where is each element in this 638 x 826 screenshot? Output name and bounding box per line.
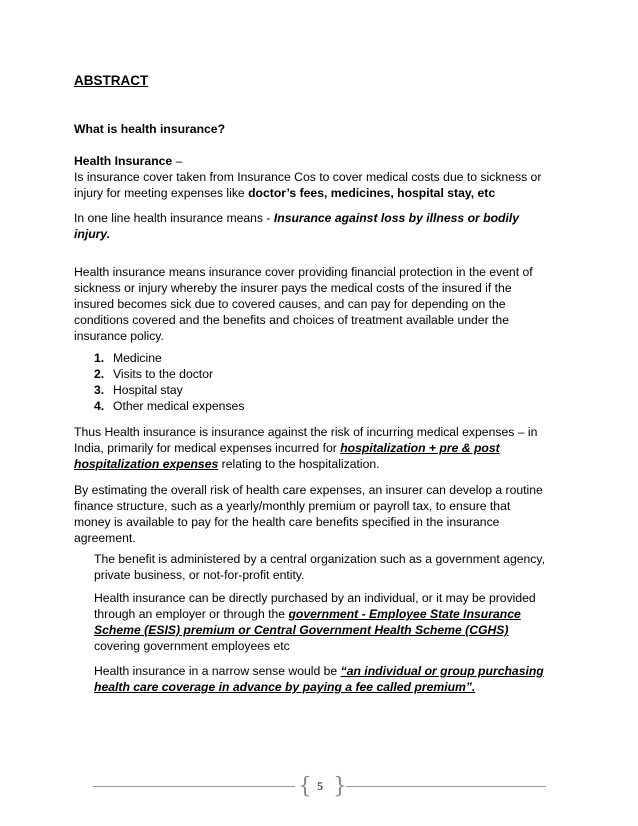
footer-rule-right: [346, 786, 546, 787]
para1-line-3: insured becomes sick due to covered causes, and can pay for depending on the: [74, 297, 506, 311]
para4-line-2: private business, or not-for-profit entity.: [94, 568, 305, 582]
definition-term: Health Insurance: [74, 154, 173, 168]
list-text: Other medical expenses: [113, 399, 245, 413]
para1-line-1: Health insurance means insurance cover providing financial protection in the event of: [74, 265, 533, 279]
list-item: [94, 398, 244, 414]
definition-dash: –: [172, 154, 183, 168]
para3-line-3: money is available to pay for the health care benefits specified in the insurance: [74, 515, 500, 529]
para2-line-2: [74, 440, 500, 456]
para5-line-3: Scheme (ESIS) premium or Central Government Health Scheme (CGHS): [94, 623, 509, 637]
para5-line-4: covering government employees etc: [94, 639, 290, 653]
list-number: 3.: [94, 383, 105, 397]
hospitalization-emphasis: hospitalization + pre & post: [340, 441, 500, 455]
page-title: ABSTRACT: [74, 73, 149, 88]
definition-line-1: Is insurance cover taken from Insurance Cos to cover medical costs due to sickness or: [74, 170, 542, 184]
para2-line-1: Thus Health insurance is insurance against the risk of incurring medical expenses – in: [74, 425, 538, 439]
definition-line-2-text: injury for meeting expenses like: [74, 186, 249, 200]
right-brace-icon: }: [333, 774, 347, 799]
list-text: Hospital stay: [113, 383, 183, 397]
premium-definition-emphasis: “an individual or group purchasing: [340, 664, 544, 678]
list-item: [94, 350, 162, 366]
left-brace-icon: {: [298, 774, 312, 799]
para3-line-4: agreement.: [74, 531, 136, 545]
list-item: [94, 382, 183, 398]
one-line-emphasis-2: injury.: [74, 227, 111, 241]
definition-line-2: [74, 185, 495, 201]
para2-line-3-text: relating to the hospitalization.: [218, 457, 380, 471]
list-number: 1.: [94, 351, 105, 365]
one-line-prefix: In one line health insurance means -: [74, 211, 274, 225]
para2-line-2-text: India, primarily for medical expenses incurred for: [74, 441, 341, 455]
para1-line-4: conditions covered and the benefits and choices of treatment available under the: [74, 313, 509, 327]
list-number: 2.: [94, 367, 105, 381]
para3-line-1: By estimating the overall risk of health care expenses, an insurer can develop a routine: [74, 483, 543, 497]
one-line-definition: [74, 210, 519, 226]
para1-line-5: insurance policy.: [74, 329, 164, 343]
list-item: [94, 366, 213, 382]
question-heading: What is health insurance?: [74, 122, 226, 136]
list-number: 4.: [94, 399, 105, 413]
para5-line-1: Health insurance can be directly purchased by an individual, or it may be provided: [94, 591, 536, 605]
para6-line-1-text: Health insurance in a narrow sense would be: [94, 664, 341, 678]
list-text: Visits to the doctor: [113, 367, 214, 381]
hospitalization-expenses-emphasis: hospitalization expenses: [74, 457, 219, 471]
para1-line-2: sickness or injury whereby the insurer pays the medical costs of the insured if the: [74, 281, 512, 295]
page-number: 5: [317, 779, 323, 793]
para5-line-2-text: through an employer or through the: [94, 607, 289, 621]
one-line-emphasis: Insurance against loss by illness or bodily: [273, 211, 520, 225]
footer-rule-left: [93, 786, 295, 787]
government-scheme-emphasis: government - Employee State Insurance: [288, 607, 521, 621]
page-footer: [0, 772, 638, 802]
para2-line-3: [74, 456, 380, 472]
definition-term-line: [74, 153, 182, 169]
para5-line-2: [94, 606, 521, 622]
definition-expenses: doctor’s fees, medicines, hospital stay, etc: [248, 186, 496, 200]
para6-line-2: health care coverage in advance by paying a fee called premium”.: [94, 680, 476, 694]
para6-line-1: [94, 663, 544, 679]
para4-line-1: The benefit is administered by a central organization such as a government agency,: [94, 552, 545, 566]
para3-line-2: finance structure, such as a yearly/monthly premium or payroll tax, to ensure that: [74, 499, 511, 513]
list-text: Medicine: [113, 351, 162, 365]
